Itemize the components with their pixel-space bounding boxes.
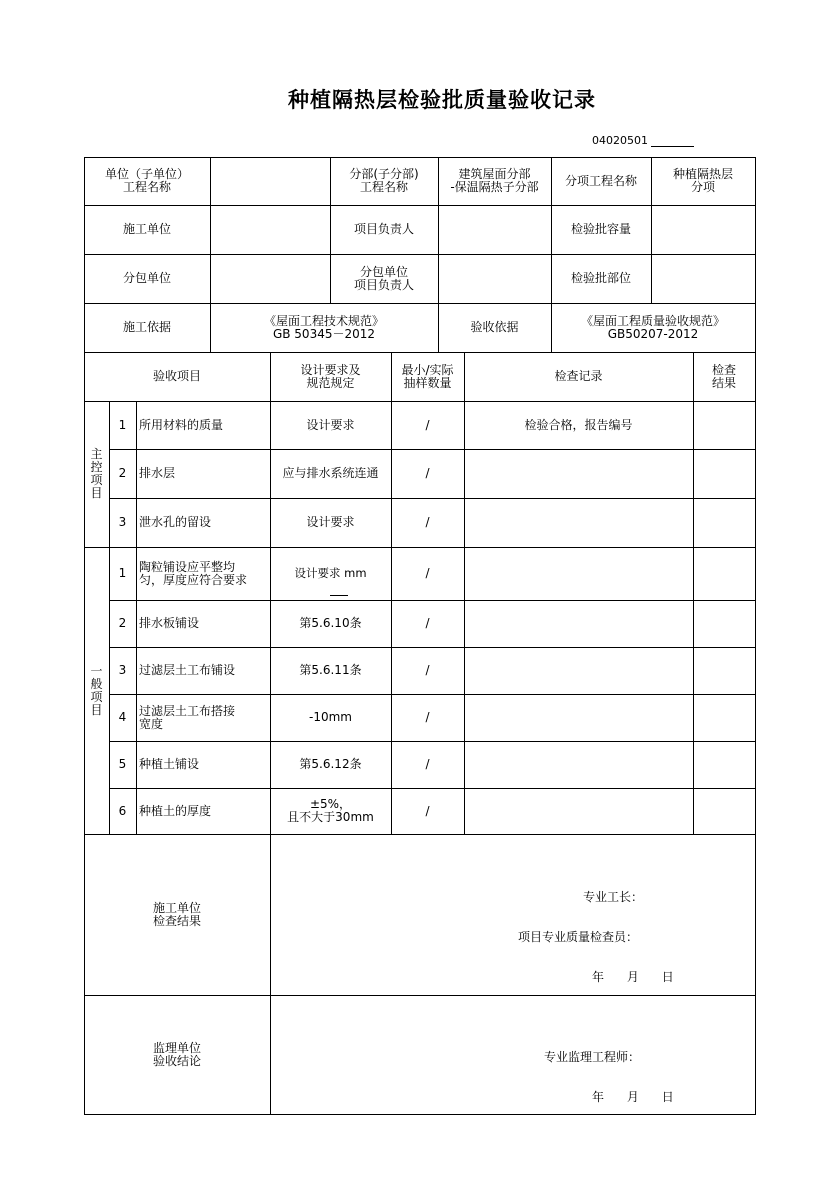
main-item-design: 应与排水系统连通	[282, 466, 379, 480]
general-item-name: 种植土铺设	[139, 757, 200, 771]
grid-line-vertical	[755, 157, 756, 1114]
grid-line-horizontal	[109, 647, 756, 648]
grid-line-vertical	[210, 157, 211, 352]
record-code: 04020501	[592, 134, 648, 147]
main-item-sample[interactable]: /	[425, 466, 430, 480]
general-item-sample[interactable]: /	[425, 710, 430, 724]
acceptance-basis-label: 验收依据	[470, 320, 519, 334]
grid-line-horizontal	[84, 303, 756, 304]
main-item-design: 设计要求	[306, 515, 355, 529]
main-item-record[interactable]: 检验合格，报告编号	[524, 417, 633, 432]
column-header-result: 检查 结果	[711, 362, 736, 390]
project-manager-label: 项目负责人	[353, 222, 414, 236]
grid-line-vertical	[651, 157, 652, 303]
general-item-no: 1	[118, 566, 127, 580]
main-item-name: 泄水孔的留设	[139, 515, 212, 529]
grid-line-horizontal	[109, 600, 756, 601]
general-item-record[interactable]	[464, 788, 693, 834]
main-item-sample[interactable]: /	[425, 417, 430, 432]
contractor-value[interactable]	[210, 205, 330, 254]
grid-line-horizontal	[109, 694, 756, 695]
general-item-name: 排水板铺设	[139, 616, 200, 630]
general-item-design: 第5.6.11条	[299, 663, 362, 677]
contractor-check-label: 施工单位 检查结果	[152, 900, 201, 928]
foreman-signature-label: 专业工长：	[583, 890, 644, 904]
general-item-no: 4	[118, 710, 127, 724]
subcontractor-manager-label: 分包单位 项目负责人	[353, 264, 414, 292]
grid-line-vertical	[270, 352, 271, 1114]
main-item-record[interactable]	[464, 449, 693, 498]
sub-item-name-value: 种植隔热层 分项	[672, 167, 733, 194]
main-item-result[interactable]	[693, 401, 755, 449]
main-item-record[interactable]	[464, 498, 693, 547]
main-item-no: 3	[118, 515, 127, 529]
lot-capacity-label: 检验批容量	[570, 222, 631, 236]
lot-location-label: 检验批部位	[570, 271, 631, 285]
general-items-label: 一般项目	[90, 663, 103, 717]
general-item-sample[interactable]: /	[425, 663, 430, 677]
main-item-no: 1	[118, 417, 127, 432]
general-item-record[interactable]	[464, 694, 693, 741]
general-item-result[interactable]	[693, 741, 755, 788]
general-item-result[interactable]	[693, 647, 755, 694]
grid-line-horizontal	[84, 834, 756, 835]
supervisor-check-date: 年 月 日	[592, 1090, 674, 1104]
contractor-check-date: 年 月 日	[592, 970, 674, 984]
general-item-result[interactable]	[693, 547, 755, 600]
grid-line-horizontal	[84, 205, 756, 206]
general-item-sample[interactable]: /	[425, 757, 430, 771]
grid-line-vertical	[693, 352, 694, 834]
grid-line-horizontal	[84, 995, 756, 996]
main-item-sample[interactable]: /	[425, 515, 430, 529]
grid-line-horizontal	[84, 547, 756, 548]
design-value-underline	[330, 595, 348, 596]
subcontractor-label: 分包单位	[122, 271, 171, 285]
column-header-sample: 最小/实际 抽样数量	[401, 362, 454, 390]
subcontractor-manager-value[interactable]	[438, 254, 551, 303]
general-item-design: 第5.6.12条	[299, 757, 362, 771]
main-control-items-label: 主控项目	[90, 447, 103, 500]
main-item-name: 所用材料的质量	[139, 417, 224, 432]
unit-name-value[interactable]	[210, 157, 330, 205]
project-manager-value[interactable]	[438, 205, 551, 254]
grid-line-vertical	[391, 352, 392, 834]
general-item-no: 3	[118, 663, 127, 677]
quality-inspector-signature-label: 项目专业质量检查员：	[518, 930, 639, 944]
grid-line-horizontal	[109, 741, 756, 742]
column-header-item: 验收项目	[152, 369, 201, 383]
general-item-sample[interactable]: /	[425, 803, 430, 818]
lot-capacity-value[interactable]	[651, 205, 755, 254]
general-item-name: 过滤层土工布铺设	[139, 663, 236, 677]
grid-line-horizontal	[84, 401, 756, 402]
contractor-label: 施工单位	[122, 222, 171, 236]
division-name-value: 建筑屋面分部 -保温隔热子分部	[450, 167, 539, 194]
general-item-no: 2	[118, 616, 127, 630]
grid-line-vertical	[464, 352, 465, 834]
general-item-name: 陶粒铺设应平整均 匀，厚度应符合要求	[139, 559, 248, 587]
grid-line-vertical	[330, 157, 331, 303]
subcontractor-value[interactable]	[210, 254, 330, 303]
general-item-design: 设计要求 mm	[294, 566, 367, 580]
page-title: 种植隔热层检验批质量验收记录	[288, 87, 596, 112]
main-item-result[interactable]	[693, 498, 755, 547]
main-item-result[interactable]	[693, 449, 755, 498]
supervising-engineer-signature-label: 专业监理工程师：	[544, 1050, 641, 1064]
general-item-name: 过滤层土工布搭接 宽度	[139, 703, 236, 731]
general-item-design: ±5%， 且不大于30mm	[287, 797, 374, 824]
sub-item-name-label: 分项工程名称	[564, 173, 637, 188]
supervisor-conclusion-label: 监理单位 验收结论	[152, 1040, 201, 1068]
grid-line-vertical	[109, 401, 110, 834]
general-item-result[interactable]	[693, 694, 755, 741]
grid-line-horizontal	[84, 352, 756, 353]
main-item-no: 2	[118, 466, 127, 480]
column-header-record: 检查记录	[554, 369, 603, 383]
acceptance-basis-value: 《屋面工程质量验收规范》 GB50207-2012	[580, 313, 725, 341]
main-item-design: 设计要求	[306, 417, 355, 432]
grid-line-horizontal	[84, 1114, 756, 1115]
grid-line-horizontal	[109, 449, 756, 450]
general-item-result[interactable]	[693, 600, 755, 647]
grid-line-horizontal	[109, 498, 756, 499]
construction-basis-value: 《屋面工程技术规范》 GB 50345－2012	[263, 313, 384, 341]
main-item-name: 排水层	[139, 466, 176, 480]
grid-line-vertical	[136, 401, 137, 834]
general-item-record[interactable]	[464, 647, 693, 694]
general-item-name: 种植土的厚度	[139, 803, 212, 818]
general-item-design: -10mm	[309, 710, 352, 724]
general-item-sample[interactable]: /	[425, 566, 430, 580]
grid-line-horizontal	[84, 254, 756, 255]
general-item-result[interactable]	[693, 788, 755, 834]
grid-line-vertical	[551, 157, 552, 352]
general-item-record[interactable]	[464, 547, 693, 600]
construction-basis-label: 施工依据	[122, 320, 171, 334]
general-item-record[interactable]	[464, 600, 693, 647]
general-item-no: 5	[118, 757, 127, 771]
general-item-design: 第5.6.10条	[299, 616, 362, 630]
lot-location-value[interactable]	[651, 254, 755, 303]
grid-line-vertical	[438, 157, 439, 352]
division-name-label: 分部(子分部) 工程名称	[349, 167, 419, 194]
general-item-no: 6	[118, 803, 127, 818]
grid-line-horizontal	[109, 788, 756, 789]
general-item-sample[interactable]: /	[425, 616, 430, 630]
grid-line-horizontal	[84, 157, 756, 158]
general-item-record[interactable]	[464, 741, 693, 788]
grid-line-vertical	[84, 157, 85, 1114]
unit-name-label: 单位（子单位） 工程名称	[104, 167, 189, 194]
column-header-design: 设计要求及 规范规定	[300, 362, 361, 390]
